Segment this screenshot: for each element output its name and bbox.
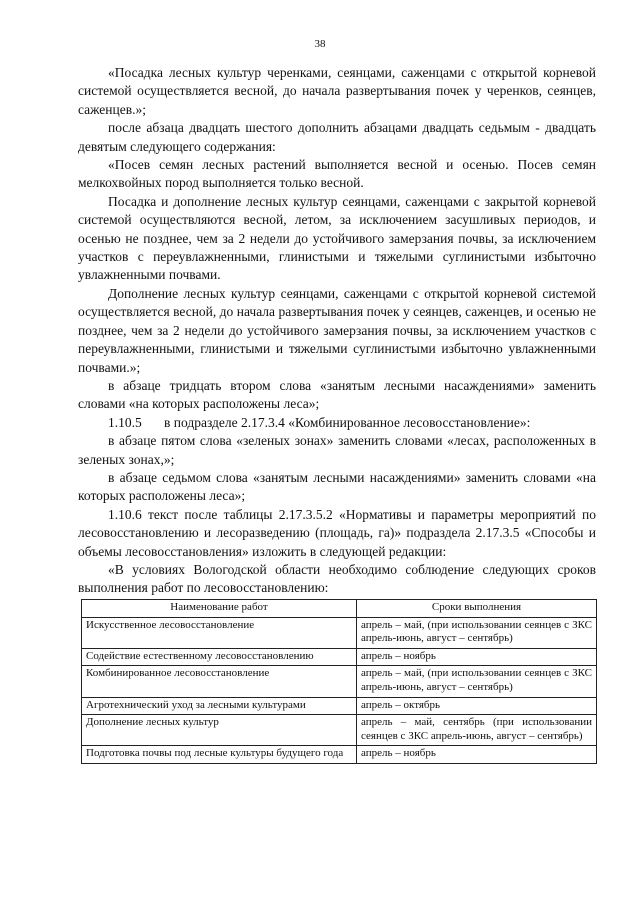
deadline-cell: апрель – май, (при использовании сеянцев с ЗКС апрель-июнь, август – сентябрь) [357,617,597,648]
deadline-cell: апрель – ноябрь [357,648,597,666]
table-row [82,617,597,648]
paragraph: после абзаца двадцать шестого дополнить абзацами двадцать седьмым - двадцать девятым следующего содержания: [78,120,596,154]
work-name-cell: Содействие естественному лесовосстановлению [82,648,357,666]
column-header-work-name: Наименование работ [82,600,357,618]
deadline-cell: апрель – май, сентябрь (при использовании сеянцев с ЗКС апрель-июнь, август – сентябрь) [357,715,597,746]
table-header-row [82,600,597,618]
work-name-cell: Искусственное лесовосстановление [82,617,357,648]
work-schedule-table [81,599,597,764]
paragraph: «Посадка лесных культур черенками, сеянцами, саженцами с открытой корневой системой осуществляется весной, до начала развертывания почек у черенков, сеянцев, саженцев.»; [78,65,596,117]
table-row [82,697,597,715]
work-name-cell: Дополнение лесных культур [82,715,357,746]
table-row [82,746,597,764]
table-row [82,666,597,697]
work-name-cell: Агротехнический уход за лесными культурами [82,697,357,715]
deadline-cell: апрель – май, (при использовании сеянцев с ЗКС апрель-июнь, август – сентябрь) [357,666,597,697]
work-name-cell: Комбинированное лесовосстановление [82,666,357,697]
paragraph: 1.10.6 текст после таблицы 2.17.3.5.2 «Нормативы и параметры мероприятий по лесовосстановлению и лесоразведению (площадь, га)» подраздела 2.17.3.5 «Способы и объемы лесовосстановления» изложить в следующей редакции: [78,506,596,559]
table-row [82,715,597,746]
work-name-cell: Подготовка почвы под лесные культуры будущего года [82,746,357,764]
paragraph: в абзаце седьмом слова «занятым лесными насаждениями» заменить словами «на которых расположены леса»; [78,469,596,504]
column-header-deadlines: Сроки выполнения [357,600,597,618]
numbered-paragraph [78,414,596,432]
paragraph: «Посев семян лесных растений выполняется весной и осенью. Посев семян мелкохвойных пород выполняется только весной. [78,157,596,191]
page-number: 38 [314,38,326,50]
paragraph: «В условиях Вологодской области необходимо соблюдение следующих сроков выполнения работ по лесовосстановлению: [78,561,596,596]
paragraph: Посадка и дополнение лесных культур сеянцами, саженцами с закрытой корневой системой осуществляются весной, летом, за исключением засушливых периодов, и осенью не позднее, чем за 2 недели до устойчивого замерзания почвы, за исключением участков с переувлажненными, глинистыми и тяжелыми суглинистыми избыточно увлажненными почвами. [78,193,596,283]
paragraph: в абзаце тридцать втором слова «занятым лесными насаждениями» заменить словами «на которых расположены леса»; [78,377,596,412]
item-text: в подразделе 2.17.3.4 «Комбинированное лесовосстановление»: [164,414,531,430]
document-body [78,64,596,598]
item-number: 1.10.5 [108,414,142,430]
paragraph: в абзаце пятом слова «зеленых зонах» заменить словами «лесах, расположенных в зеленых зонах,»; [78,433,596,467]
deadline-cell: апрель – октябрь [357,697,597,715]
deadline-cell: апрель – ноябрь [357,746,597,764]
table-row [82,648,597,666]
paragraph: Дополнение лесных культур сеянцами, саженцами с открытой корневой системой осуществляется весной, до начала развертывания почек у сеянцев, саженцев, и осенью не позднее, чем за 2 недели до устойчивого замерзания почвы, за исключением участков с переувлажненными, глинистыми и тяжелыми суглинистыми избыточно увлажненными почвами.»; [78,285,596,375]
